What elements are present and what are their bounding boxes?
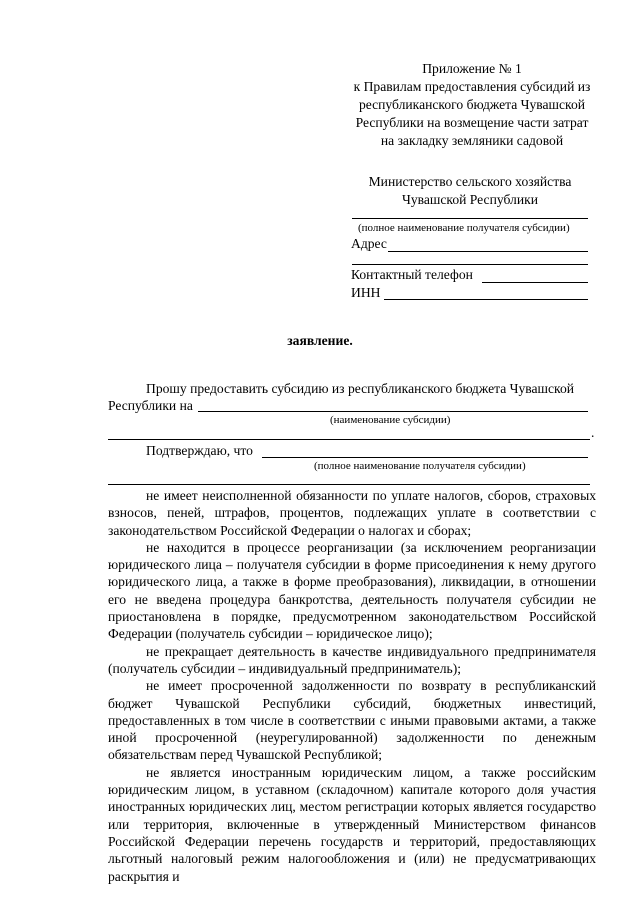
ministry-line: Министерство сельского хозяйства bbox=[368, 174, 572, 189]
inn-field[interactable] bbox=[384, 299, 588, 300]
request-line2-label: Республики на bbox=[108, 398, 193, 413]
document-title: заявление. bbox=[287, 333, 353, 348]
appendix-line: Республики на возмещение части затрат bbox=[355, 115, 589, 130]
confirm-recipient-caption: (полное наименование получателя субсидии) bbox=[314, 460, 526, 472]
condition-paragraph: не находится в процессе реорганизации (за исключением реорганизации юридического лица – получателя субсидии в форме присоединения к нему другого юридического лица, а также в форме преобразования), ликвидации, в отношении его не введена процедура банкротства, деятельность получателя субсидии не приостановлена в порядке, предусмотренном законодательством Российской Федерации (получатель субсидии – юридическое лицо); bbox=[108, 539, 596, 642]
condition-paragraph: не имеет неисполненной обязанности по уплате налогов, сборов, страховых взносов, пеней, штрафов, процентов, подлежащих уплате в соответствии с законодательством Российской Федерации о налогах и сборах; bbox=[108, 488, 596, 538]
appendix-header bbox=[340, 60, 604, 150]
address-label: Адрес bbox=[351, 236, 387, 251]
ministry-name bbox=[350, 173, 590, 209]
appendix-line: Приложение № 1 bbox=[422, 61, 522, 76]
end-dot: . bbox=[591, 425, 595, 440]
appendix-line: республиканского бюджета Чувашской bbox=[358, 97, 586, 112]
address-field[interactable] bbox=[388, 251, 588, 252]
inn-label: ИНН bbox=[351, 285, 381, 300]
recipient-name-line[interactable] bbox=[352, 218, 588, 219]
conditions-text bbox=[108, 487, 596, 885]
phone-label: Контактный телефон bbox=[351, 267, 473, 282]
confirm-recipient-field-line2[interactable] bbox=[108, 484, 590, 485]
recipient-caption: (полное наименование получателя субсидии) bbox=[358, 222, 570, 234]
appendix-line: на закладку земляники садовой bbox=[380, 133, 564, 148]
request-line1: Прошу предоставить субсидию из республиканского бюджета Чувашской bbox=[146, 381, 575, 396]
confirm-recipient-field[interactable] bbox=[262, 457, 588, 458]
condition-paragraph: не имеет просроченной задолженности по возврату в республиканский бюджет Чувашской Республики субсидий, бюджетных инвестиций, предоставленных в том числе в соответствии с иными правовыми актами, а также иной просроченной (неурегулированной) задолженности по денежным обязательствам перед Чувашской Республикой; bbox=[108, 678, 596, 763]
condition-paragraph: не прекращает деятельность в качестве индивидуального предпринимателя (получатель субсидии – индивидуальный предприниматель); bbox=[108, 643, 596, 676]
address-field-line2[interactable] bbox=[352, 264, 588, 265]
subsidy-name-field[interactable] bbox=[198, 411, 588, 412]
confirm-label: Подтверждаю, что bbox=[146, 443, 253, 458]
ministry-line: Чувашской Республики bbox=[402, 192, 538, 207]
condition-paragraph: не является иностранным юридическим лицом, а также российским юридическим лицом, в уставном (складочном) капитале которого доля участия иностранных юридических лиц, местом регистрации которых является государство или территория, включенные в утвержденный Министерством финансов Российской Федерации перечень государств и территорий, предоставляющих льготный налоговый режим налогообложения и (или) не предусматривающих раскрытия и bbox=[108, 764, 596, 884]
subsidy-caption: (наименование субсидии) bbox=[330, 414, 451, 426]
phone-field[interactable] bbox=[482, 282, 588, 283]
appendix-line: к Правилам предоставления субсидий из bbox=[353, 79, 591, 94]
subsidy-name-field-line2[interactable] bbox=[108, 439, 590, 440]
